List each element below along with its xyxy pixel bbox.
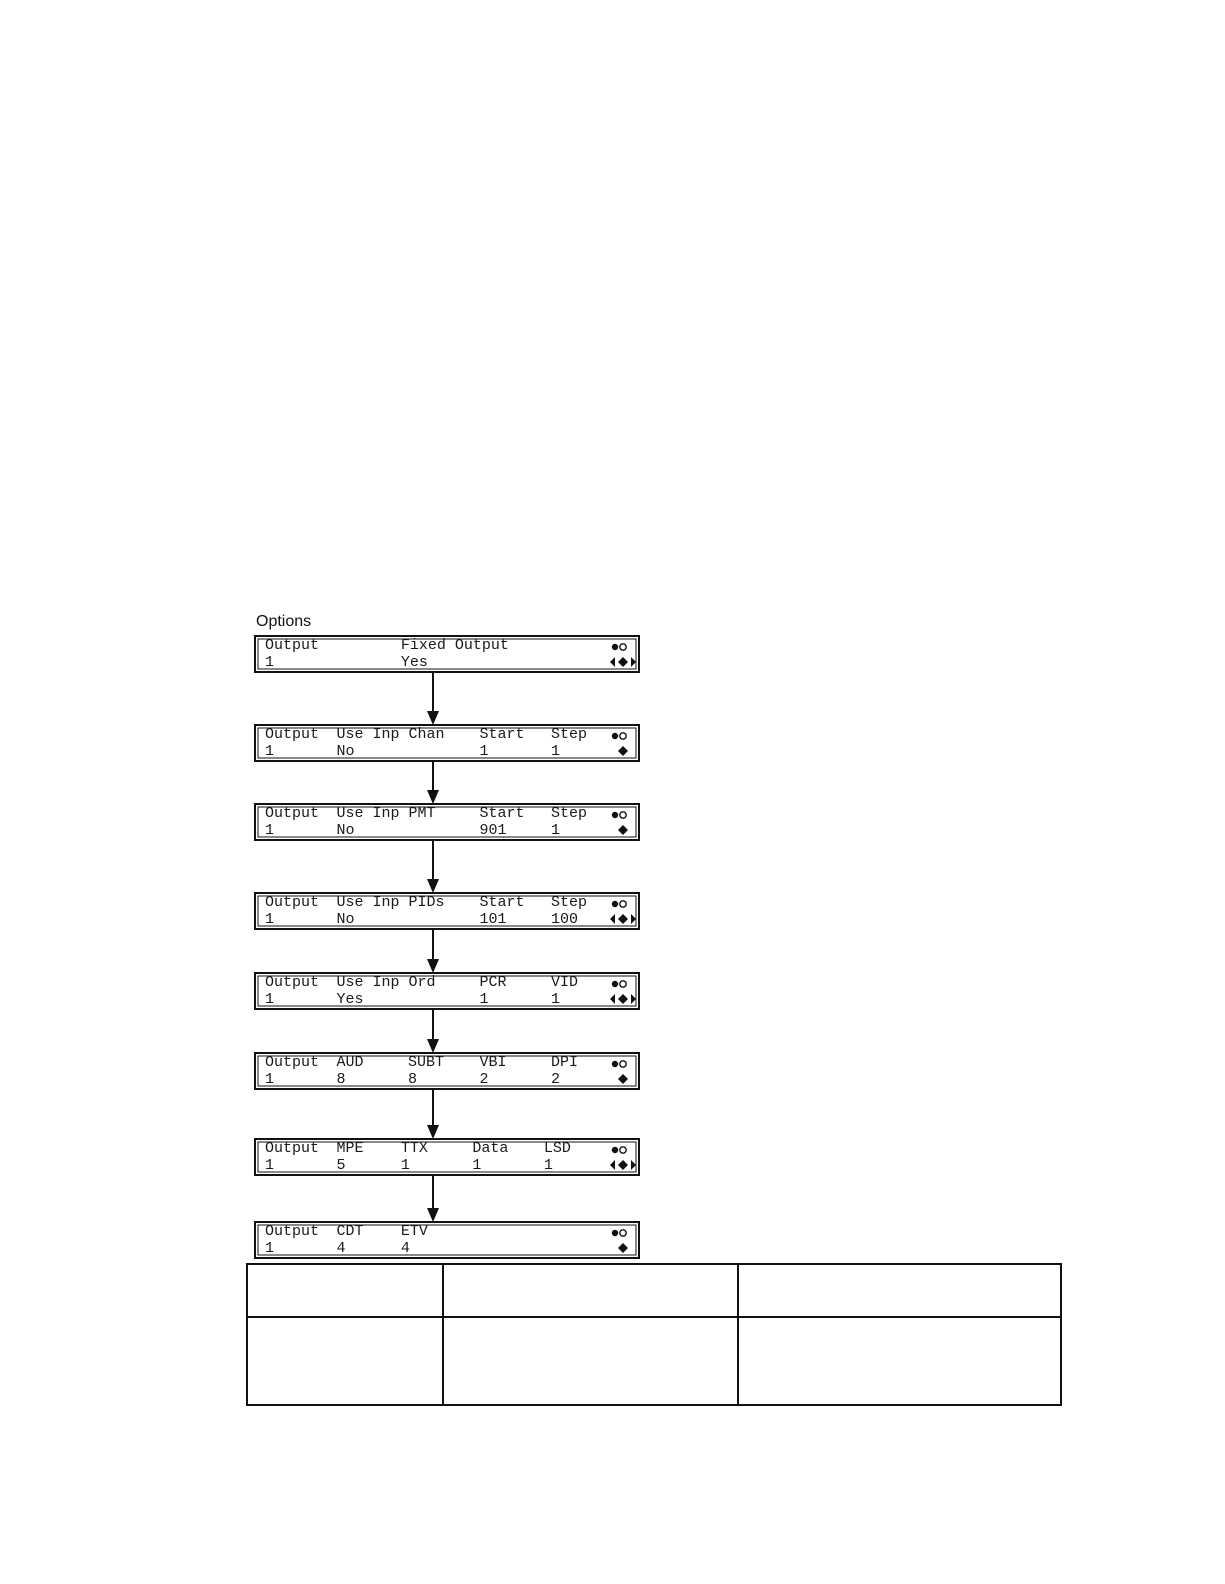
lcd-field: 1	[551, 743, 561, 760]
lcd-field: 1	[479, 991, 489, 1008]
lcd-field: TTX	[400, 1140, 428, 1157]
lcd-screen-cdt-etv	[255, 1222, 639, 1258]
lcd-field: Start	[479, 726, 525, 743]
lcd-field: 1	[265, 911, 275, 928]
lcd-field: 8	[408, 1071, 418, 1088]
lcd-screen-mpe-ttx	[255, 1139, 639, 1175]
lcd-field: Output	[265, 974, 320, 991]
lcd-field: VID	[551, 974, 579, 991]
lcd-field: Start	[479, 805, 525, 822]
lcd-field: Yes	[336, 991, 364, 1008]
lcd-screen-use-inp-pids	[255, 893, 639, 929]
lcd-field: Use Inp Ord	[336, 974, 436, 991]
lcd-field: MPE	[336, 1140, 364, 1157]
lcd-field: Output	[265, 805, 320, 822]
lcd-field: Yes	[400, 654, 428, 671]
lcd-field: Output	[265, 1140, 320, 1157]
lcd-field: 1	[543, 1157, 553, 1174]
lcd-field: 4	[336, 1240, 346, 1257]
lcd-screen-fixed-output	[255, 636, 639, 672]
lcd-field: 1	[265, 991, 275, 1008]
left-center-right-nav-icon	[610, 994, 636, 1004]
options-caption: Options	[256, 613, 312, 630]
lcd-field: 1	[472, 1157, 482, 1174]
lcd-field: 1	[551, 991, 561, 1008]
lcd-field: No	[336, 822, 355, 839]
left-center-right-nav-icon	[610, 657, 636, 667]
lcd-field: 8	[336, 1071, 346, 1088]
lcd-field: Output	[265, 1054, 320, 1071]
arrow-down-icon	[427, 761, 439, 804]
lcd-field: 2	[551, 1071, 561, 1088]
lcd-field: DPI	[551, 1054, 579, 1071]
table-row	[247, 1317, 1061, 1405]
lcd-field: Use Inp PMT	[336, 805, 436, 822]
lcd-screen-sequence	[255, 636, 639, 1258]
table-row	[247, 1264, 1061, 1317]
arrow-down-icon	[427, 1009, 439, 1053]
arrow-down-icon	[427, 1175, 439, 1222]
lcd-screen-use-inp-ord	[255, 973, 639, 1009]
lcd-field: 901	[479, 822, 507, 839]
lcd-field: 1	[265, 654, 275, 671]
lcd-field: Start	[479, 894, 525, 911]
table-cell	[247, 1264, 443, 1317]
arrow-down-icon	[427, 929, 439, 973]
lcd-field: VBI	[479, 1054, 507, 1071]
lcd-field: 101	[479, 911, 507, 928]
lcd-field: PCR	[479, 974, 507, 991]
lcd-field: No	[336, 911, 355, 928]
arrow-down-icon	[427, 672, 439, 725]
lcd-field: Data	[472, 1140, 509, 1157]
left-center-right-nav-icon	[610, 1160, 636, 1170]
lcd-field: 100	[551, 911, 579, 928]
table-cell	[443, 1264, 738, 1317]
lcd-field: Use Inp Chan	[336, 726, 445, 743]
lcd-field: CDT	[336, 1223, 364, 1240]
arrow-down-icon	[427, 1089, 439, 1139]
lcd-field: 1	[265, 822, 275, 839]
lcd-field: Fixed Output	[400, 637, 509, 654]
arrow-down-icon	[427, 840, 439, 893]
lcd-field: 1	[400, 1157, 410, 1174]
lcd-field: 1	[265, 1157, 275, 1174]
table-cell	[443, 1317, 738, 1405]
lcd-field: 1	[479, 743, 489, 760]
lcd-screen-use-inp-chan	[255, 725, 639, 761]
lcd-field: AUD	[336, 1054, 364, 1071]
lcd-field: 1	[265, 1071, 275, 1088]
left-center-right-nav-icon	[610, 914, 636, 924]
lcd-field: SUBT	[408, 1054, 445, 1071]
lcd-field: Output	[265, 894, 320, 911]
lcd-field: ETV	[400, 1223, 428, 1240]
lcd-field: Output	[265, 1223, 320, 1240]
lcd-field: Step	[551, 805, 588, 822]
lcd-field: 1	[265, 743, 275, 760]
lcd-field: Output	[265, 637, 320, 654]
parameter-table	[246, 1263, 1062, 1406]
table-cell	[738, 1264, 1061, 1317]
lcd-field: Step	[551, 726, 588, 743]
lcd-field: 5	[336, 1157, 346, 1174]
lcd-field: 1	[551, 822, 561, 839]
lcd-field: LSD	[543, 1140, 571, 1157]
lcd-field: Output	[265, 726, 320, 743]
lcd-field: Use Inp PIDs	[336, 894, 445, 911]
table-cell	[247, 1317, 443, 1405]
lcd-field: Step	[551, 894, 588, 911]
lcd-field: 1	[265, 1240, 275, 1257]
lcd-field: 4	[400, 1240, 410, 1257]
lcd-field: 2	[479, 1071, 489, 1088]
lcd-screen-aud-subt	[255, 1053, 639, 1089]
lcd-field: No	[336, 743, 355, 760]
table-cell	[738, 1317, 1061, 1405]
lcd-screen-use-inp-pmt	[255, 804, 639, 840]
